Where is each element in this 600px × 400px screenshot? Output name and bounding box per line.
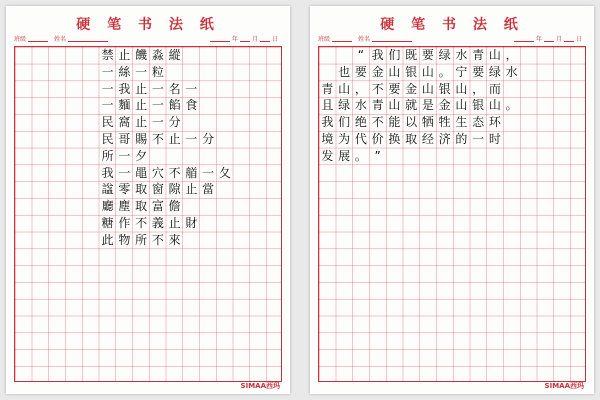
grid-character: 代 [354,132,367,146]
grid-character: 不 [151,132,163,146]
sheet-info-line [318,34,586,44]
grid-character: 止 [168,132,180,146]
grid-character: 一 [202,165,214,180]
grid-character: 金 [438,98,451,113]
grid-character: 絲 [118,64,130,79]
grid-character: 饑 [135,48,147,62]
grid-character: 窗 [151,182,163,197]
grid-character: 一 [135,64,147,79]
grid-character: 银 [472,98,485,113]
grid-character: 不 [168,165,180,180]
grid-character: 生 [455,115,468,130]
grid-character: 諡 [101,182,113,197]
name-label: 姓名 [358,36,371,43]
grid-character: 一 [185,81,197,96]
grid-character: 们 [388,48,401,62]
grid-character: 夂 [218,165,230,180]
grid-character: 宁 [455,64,468,79]
grid-character: 當 [202,182,214,197]
grid-character: 且 [321,98,334,113]
writing-grid [318,46,586,382]
sheet-title: 硬 笔 书 法 纸 [76,17,220,33]
grid-character: 绿 [438,48,451,62]
grid-character: 银 [405,64,418,79]
grid-character: 时 [488,132,501,146]
grid-character: 换 [388,132,401,146]
grid-character: 们 [338,115,351,130]
class-label: 班级 [318,36,331,43]
sheet-info-line [14,34,282,44]
grid-character: 水 [354,98,367,113]
grid-character: 是 [421,98,434,113]
grid-character: 价 [371,132,384,146]
grid-character: 既 [405,48,418,62]
grid-character: 绿 [338,98,351,113]
brand-logo: SIMAA西玛 [544,382,584,390]
grid-character: 賜 [135,132,147,146]
grid-character: 境 [321,132,334,146]
grid-character: “ [357,48,364,62]
grid-character: 的 [455,132,468,146]
grid-character: 山 [455,98,468,113]
day-blank [564,41,574,42]
grid-character: 止 [135,98,147,113]
grid-character: 分 [168,115,180,130]
grid-character: 食 [185,98,197,113]
grid-character: 取 [135,182,147,197]
grid-character: 要 [388,81,401,96]
practice-sheet-left [6,6,290,394]
grid-character: 不 [151,232,163,247]
grid-character: 夕 [135,148,147,163]
grid-character: 绿 [488,64,501,79]
grid-character: 要 [421,48,434,62]
grid-character: 。 [354,148,367,163]
grid-character: 止 [118,48,130,62]
grid-character: 银 [438,81,451,96]
grid-character: 山 [421,64,434,79]
day-label: 日 [576,36,583,43]
grid-character: 山 [455,81,468,96]
grid-character: 一 [185,132,197,146]
grid-character: 淼 [151,48,163,62]
grid-character: 黽 [135,165,147,180]
grid-character: 止 [135,115,147,130]
grid-character: 要 [354,64,367,79]
grid-character: 粒 [151,64,163,79]
grid-character: 不 [371,81,384,96]
month-label: 月 [556,36,563,43]
grid-character: 牲 [438,115,451,130]
name-label: 姓名 [54,36,67,43]
grid-character: 一 [101,98,113,113]
grid-character: 山 [421,81,434,96]
grid-character: ， [354,81,367,96]
grid-character: 青 [321,81,334,96]
year-blank [514,41,534,42]
grid-character: 止 [168,216,180,230]
grid-character: ” [374,148,381,163]
name-blank [372,41,412,42]
month-blank [240,41,250,42]
grid-character: 哥 [118,132,130,146]
grid-character: 山 [488,98,501,113]
practice-sheet-right [310,6,594,394]
grid-character: 穴 [151,165,163,180]
grid-character: 餡 [168,98,180,113]
month-blank [544,41,554,42]
grid-character: 不 [371,115,384,130]
grid-character: 物 [118,232,130,247]
grid-character: 山 [388,98,401,113]
grid-character: 为 [338,132,351,146]
grid-character: 義 [151,216,163,230]
grid-character: 就 [405,98,418,113]
writing-grid [14,46,282,382]
grid-character: 民 [101,132,113,146]
sheet-title: 硬 笔 书 法 纸 [380,17,524,33]
grid-character: 金 [371,64,384,79]
grid-character: 止 [135,81,147,96]
year-label: 年 [536,36,543,43]
grid-character: 零 [118,182,130,197]
grid-character: 一 [151,115,163,130]
year-label: 年 [232,36,239,43]
grid-character: 经 [421,132,434,146]
grid-character: 济 [438,132,451,146]
grid-character: 艏 [185,165,197,180]
class-label: 班级 [14,36,27,43]
grid-character: 。 [505,98,518,113]
grid-character: 牺 [421,115,434,130]
grid-character: 环 [488,115,501,130]
grid-character: 青 [371,98,384,113]
grid-character: 也 [338,64,351,79]
grid-character: 禁 [101,48,113,62]
grid-character: 所 [101,148,113,163]
grid-character: ， [472,81,485,96]
grid-character: 塵 [118,199,130,214]
grid-character: 來 [168,232,180,247]
grid-character: 展 [338,148,351,163]
class-blank [332,41,352,42]
grid-character: 青 [472,48,485,62]
grid-character: 不 [135,216,147,230]
grid-character: 要 [472,64,485,79]
grid-character: 此 [101,232,113,247]
grid-character: 窩 [118,115,130,130]
grid-character: 我 [118,81,130,96]
grid-character: 我 [321,115,334,130]
grid-character: 廳 [101,199,113,214]
grid-character: 所 [135,232,147,247]
grid-character: 发 [321,148,334,163]
grid-character: 取 [135,199,147,214]
grid-character: 取 [405,132,418,146]
grid-character: 山 [338,81,351,96]
grid-character: 分 [202,132,214,146]
grid-character: 一 [151,81,163,96]
class-blank [28,41,48,42]
grid-character: 以 [405,115,418,130]
month-label: 月 [252,36,259,43]
grid-character: 麵 [118,98,130,113]
grid-character: 而 [488,81,501,96]
grid-character: 隙 [168,182,180,197]
grid-character: 金 [405,81,418,96]
year-blank [210,41,230,42]
grid-character: 民 [101,115,113,130]
grid-character: 一 [101,81,113,96]
grid-character: 。 [438,64,451,79]
grid-character: 水 [455,48,468,62]
grid-character: 我 [371,48,384,62]
grid-character: 一 [101,64,113,79]
grid-character: 一 [118,148,130,163]
grid-character: 糖 [101,216,113,230]
grid-character: 山 [488,48,501,62]
brand-logo: SIMAA西玛 [240,382,280,390]
grid-character: 作 [118,216,130,230]
grid-character: 名 [168,81,180,96]
grid-character: 縱 [168,48,180,62]
grid-character: 能 [388,115,401,130]
grid-character: 我 [101,165,113,180]
grid-character: 山 [388,64,401,79]
grid-character: 一 [472,132,485,146]
grid-character: 水 [505,64,518,79]
grid-character: 一 [118,165,130,180]
grid-character: 态 [472,115,485,130]
grid-character: 儋 [168,199,180,214]
grid-character: 財 [185,216,197,230]
grid-character: 绝 [354,115,367,130]
grid-character: ， [505,48,518,62]
grid-character: 一 [151,98,163,113]
grid-character: 富 [151,199,163,214]
grid-character: 止 [185,182,197,197]
name-blank [68,41,108,42]
day-blank [260,41,270,42]
day-label: 日 [272,36,279,43]
